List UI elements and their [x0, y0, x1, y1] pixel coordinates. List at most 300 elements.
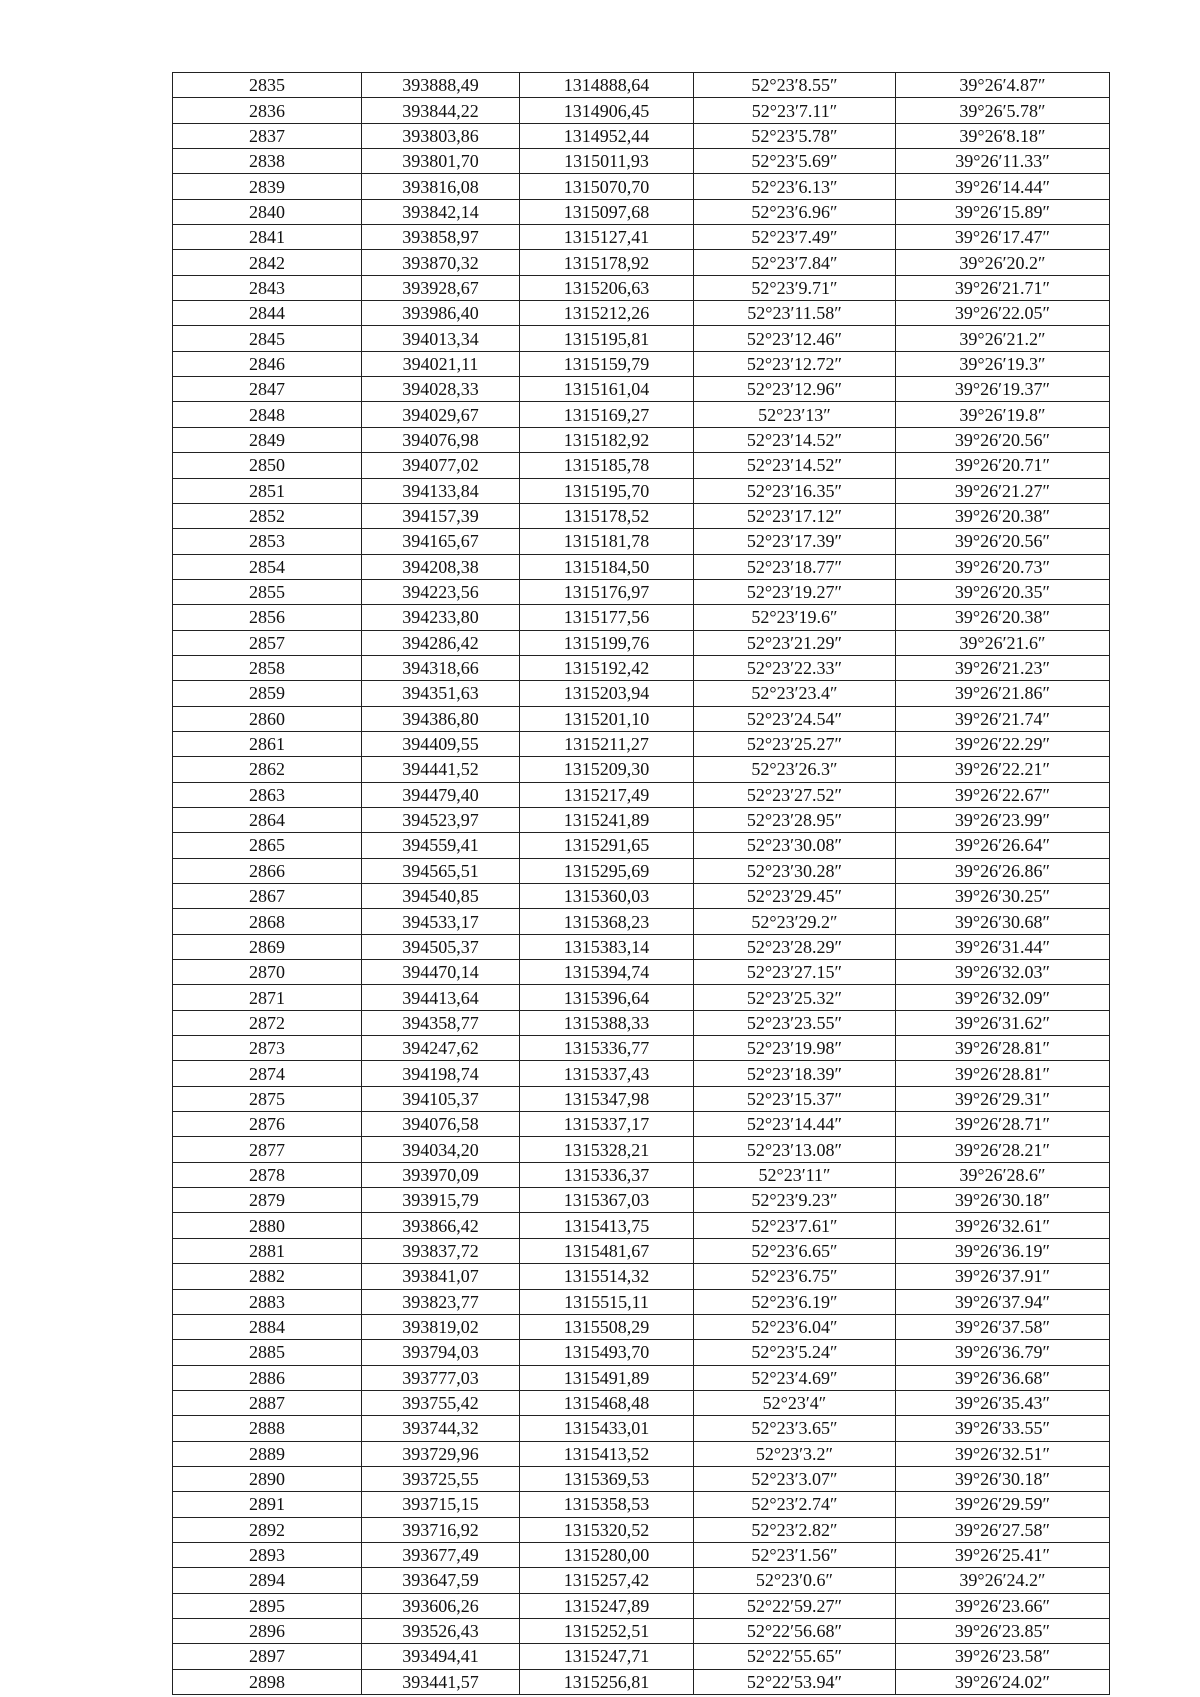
- x-coordinate-cell: 394076,98: [362, 427, 520, 452]
- y-coordinate-cell: 1315011,93: [520, 149, 694, 174]
- table-row: [173, 1264, 1110, 1289]
- x-coordinate-cell: 394105,37: [362, 1086, 520, 1111]
- table-row: [173, 757, 1110, 782]
- x-coordinate-cell: 393744,32: [362, 1416, 520, 1441]
- longitude-cell: 39°26′31.62″: [896, 1010, 1110, 1035]
- x-coordinate-cell: 393725,55: [362, 1466, 520, 1491]
- table-row: [173, 1593, 1110, 1618]
- point-number-cell: 2890: [173, 1466, 362, 1491]
- x-coordinate-cell: 394441,52: [362, 757, 520, 782]
- table-row: [173, 1618, 1110, 1643]
- latitude-cell: 52°23′27.15″: [694, 960, 896, 985]
- point-number-cell: 2875: [173, 1086, 362, 1111]
- x-coordinate-cell: 393803,86: [362, 123, 520, 148]
- longitude-cell: 39°26′37.58″: [896, 1314, 1110, 1339]
- table-row: [173, 706, 1110, 731]
- point-number-cell: 2876: [173, 1112, 362, 1137]
- y-coordinate-cell: 1315097,68: [520, 199, 694, 224]
- y-coordinate-cell: 1315181,78: [520, 529, 694, 554]
- y-coordinate-cell: 1315337,17: [520, 1112, 694, 1137]
- x-coordinate-cell: 394505,37: [362, 934, 520, 959]
- latitude-cell: 52°23′25.32″: [694, 985, 896, 1010]
- y-coordinate-cell: 1314906,45: [520, 98, 694, 123]
- longitude-cell: 39°26′14.44″: [896, 174, 1110, 199]
- point-number-cell: 2859: [173, 681, 362, 706]
- longitude-cell: 39°26′32.09″: [896, 985, 1110, 1010]
- longitude-cell: 39°26′19.3″: [896, 351, 1110, 376]
- point-number-cell: 2865: [173, 833, 362, 858]
- latitude-cell: 52°23′0.6″: [694, 1568, 896, 1593]
- table-row: [173, 123, 1110, 148]
- longitude-cell: 39°26′23.58″: [896, 1644, 1110, 1669]
- table-row: [173, 985, 1110, 1010]
- x-coordinate-cell: 394247,62: [362, 1036, 520, 1061]
- longitude-cell: 39°26′23.66″: [896, 1593, 1110, 1618]
- latitude-cell: 52°23′14.52″: [694, 453, 896, 478]
- table-row: [173, 782, 1110, 807]
- x-coordinate-cell: 394540,85: [362, 884, 520, 909]
- point-number-cell: 2892: [173, 1517, 362, 1542]
- x-coordinate-cell: 393715,15: [362, 1492, 520, 1517]
- latitude-cell: 52°23′9.71″: [694, 275, 896, 300]
- latitude-cell: 52°23′13.08″: [694, 1137, 896, 1162]
- x-coordinate-cell: 394358,77: [362, 1010, 520, 1035]
- latitude-cell: 52°23′5.24″: [694, 1340, 896, 1365]
- x-coordinate-cell: 394198,74: [362, 1061, 520, 1086]
- longitude-cell: 39°26′31.44″: [896, 934, 1110, 959]
- longitude-cell: 39°26′28.21″: [896, 1137, 1110, 1162]
- latitude-cell: 52°23′17.39″: [694, 529, 896, 554]
- table-row: [173, 1390, 1110, 1415]
- table-row: [173, 731, 1110, 756]
- point-number-cell: 2893: [173, 1542, 362, 1567]
- x-coordinate-cell: 393844,22: [362, 98, 520, 123]
- y-coordinate-cell: 1315320,52: [520, 1517, 694, 1542]
- point-number-cell: 2854: [173, 554, 362, 579]
- table-row: [173, 1162, 1110, 1187]
- latitude-cell: 52°23′6.75″: [694, 1264, 896, 1289]
- longitude-cell: 39°26′30.18″: [896, 1466, 1110, 1491]
- y-coordinate-cell: 1315070,70: [520, 174, 694, 199]
- point-number-cell: 2853: [173, 529, 362, 554]
- table-row: [173, 427, 1110, 452]
- latitude-cell: 52°23′28.29″: [694, 934, 896, 959]
- point-number-cell: 2844: [173, 301, 362, 326]
- latitude-cell: 52°23′23.55″: [694, 1010, 896, 1035]
- latitude-cell: 52°23′5.78″: [694, 123, 896, 148]
- x-coordinate-cell: 394470,14: [362, 960, 520, 985]
- longitude-cell: 39°26′28.6″: [896, 1162, 1110, 1187]
- latitude-cell: 52°23′25.27″: [694, 731, 896, 756]
- table-row: [173, 1112, 1110, 1137]
- latitude-cell: 52°23′8.55″: [694, 73, 896, 98]
- latitude-cell: 52°23′3.65″: [694, 1416, 896, 1441]
- point-number-cell: 2851: [173, 478, 362, 503]
- table-row: [173, 605, 1110, 630]
- y-coordinate-cell: 1315514,32: [520, 1264, 694, 1289]
- longitude-cell: 39°26′36.19″: [896, 1238, 1110, 1263]
- x-coordinate-cell: 394479,40: [362, 782, 520, 807]
- x-coordinate-cell: 394077,02: [362, 453, 520, 478]
- point-number-cell: 2889: [173, 1441, 362, 1466]
- y-coordinate-cell: 1315347,98: [520, 1086, 694, 1111]
- latitude-cell: 52°23′9.23″: [694, 1188, 896, 1213]
- y-coordinate-cell: 1315177,56: [520, 605, 694, 630]
- point-number-cell: 2885: [173, 1340, 362, 1365]
- x-coordinate-cell: 394133,84: [362, 478, 520, 503]
- y-coordinate-cell: 1315178,92: [520, 250, 694, 275]
- y-coordinate-cell: 1315368,23: [520, 909, 694, 934]
- table-row: [173, 326, 1110, 351]
- x-coordinate-cell: 393819,02: [362, 1314, 520, 1339]
- y-coordinate-cell: 1315182,92: [520, 427, 694, 452]
- point-number-cell: 2872: [173, 1010, 362, 1035]
- latitude-cell: 52°23′22.33″: [694, 655, 896, 680]
- table-row: [173, 1340, 1110, 1365]
- table-row: [173, 1137, 1110, 1162]
- y-coordinate-cell: 1315413,75: [520, 1213, 694, 1238]
- y-coordinate-cell: 1315211,27: [520, 731, 694, 756]
- longitude-cell: 39°26′37.94″: [896, 1289, 1110, 1314]
- table-row: [173, 149, 1110, 174]
- y-coordinate-cell: 1315396,64: [520, 985, 694, 1010]
- longitude-cell: 39°26′36.79″: [896, 1340, 1110, 1365]
- point-number-cell: 2891: [173, 1492, 362, 1517]
- coordinates-table-body: [173, 73, 1110, 1695]
- latitude-cell: 52°23′15.37″: [694, 1086, 896, 1111]
- longitude-cell: 39°26′26.86″: [896, 858, 1110, 883]
- table-row: [173, 453, 1110, 478]
- table-row: [173, 1517, 1110, 1542]
- x-coordinate-cell: 393677,49: [362, 1542, 520, 1567]
- table-row: [173, 1061, 1110, 1086]
- y-coordinate-cell: 1315413,52: [520, 1441, 694, 1466]
- longitude-cell: 39°26′32.51″: [896, 1441, 1110, 1466]
- latitude-cell: 52°23′12.72″: [694, 351, 896, 376]
- y-coordinate-cell: 1314888,64: [520, 73, 694, 98]
- point-number-cell: 2873: [173, 1036, 362, 1061]
- x-coordinate-cell: 394021,11: [362, 351, 520, 376]
- latitude-cell: 52°23′13″: [694, 402, 896, 427]
- longitude-cell: 39°26′22.21″: [896, 757, 1110, 782]
- longitude-cell: 39°26′21.86″: [896, 681, 1110, 706]
- table-row: [173, 402, 1110, 427]
- longitude-cell: 39°26′20.71″: [896, 453, 1110, 478]
- point-number-cell: 2858: [173, 655, 362, 680]
- x-coordinate-cell: 394386,80: [362, 706, 520, 731]
- latitude-cell: 52°23′14.52″: [694, 427, 896, 452]
- x-coordinate-cell: 393858,97: [362, 225, 520, 250]
- point-number-cell: 2894: [173, 1568, 362, 1593]
- point-number-cell: 2871: [173, 985, 362, 1010]
- x-coordinate-cell: 393841,07: [362, 1264, 520, 1289]
- y-coordinate-cell: 1315358,53: [520, 1492, 694, 1517]
- latitude-cell: 52°23′6.96″: [694, 199, 896, 224]
- y-coordinate-cell: 1315257,42: [520, 1568, 694, 1593]
- longitude-cell: 39°26′32.61″: [896, 1213, 1110, 1238]
- longitude-cell: 39°26′20.56″: [896, 529, 1110, 554]
- x-coordinate-cell: 394165,67: [362, 529, 520, 554]
- longitude-cell: 39°26′5.78″: [896, 98, 1110, 123]
- y-coordinate-cell: 1315360,03: [520, 884, 694, 909]
- table-row: [173, 1010, 1110, 1035]
- point-number-cell: 2895: [173, 1593, 362, 1618]
- point-number-cell: 2848: [173, 402, 362, 427]
- latitude-cell: 52°22′59.27″: [694, 1593, 896, 1618]
- table-row: [173, 1466, 1110, 1491]
- table-row: [173, 1669, 1110, 1694]
- point-number-cell: 2866: [173, 858, 362, 883]
- longitude-cell: 39°26′30.25″: [896, 884, 1110, 909]
- x-coordinate-cell: 393755,42: [362, 1390, 520, 1415]
- x-coordinate-cell: 393441,57: [362, 1669, 520, 1694]
- y-coordinate-cell: 1315161,04: [520, 377, 694, 402]
- y-coordinate-cell: 1315394,74: [520, 960, 694, 985]
- latitude-cell: 52°23′6.04″: [694, 1314, 896, 1339]
- longitude-cell: 39°26′29.59″: [896, 1492, 1110, 1517]
- x-coordinate-cell: 394034,20: [362, 1137, 520, 1162]
- x-coordinate-cell: 393970,09: [362, 1162, 520, 1187]
- point-number-cell: 2887: [173, 1390, 362, 1415]
- y-coordinate-cell: 1315209,30: [520, 757, 694, 782]
- table-row: [173, 630, 1110, 655]
- table-row: [173, 301, 1110, 326]
- latitude-cell: 52°23′1.56″: [694, 1542, 896, 1567]
- longitude-cell: 39°26′21.71″: [896, 275, 1110, 300]
- y-coordinate-cell: 1314952,44: [520, 123, 694, 148]
- y-coordinate-cell: 1315247,71: [520, 1644, 694, 1669]
- y-coordinate-cell: 1315195,70: [520, 478, 694, 503]
- y-coordinate-cell: 1315169,27: [520, 402, 694, 427]
- point-number-cell: 2874: [173, 1061, 362, 1086]
- longitude-cell: 39°26′25.41″: [896, 1542, 1110, 1567]
- y-coordinate-cell: 1315217,49: [520, 782, 694, 807]
- y-coordinate-cell: 1315468,48: [520, 1390, 694, 1415]
- latitude-cell: 52°23′12.46″: [694, 326, 896, 351]
- x-coordinate-cell: 394559,41: [362, 833, 520, 858]
- x-coordinate-cell: 393716,92: [362, 1517, 520, 1542]
- x-coordinate-cell: 393870,32: [362, 250, 520, 275]
- x-coordinate-cell: 394029,67: [362, 402, 520, 427]
- point-number-cell: 2864: [173, 807, 362, 832]
- x-coordinate-cell: 394351,63: [362, 681, 520, 706]
- point-number-cell: 2888: [173, 1416, 362, 1441]
- x-coordinate-cell: 393823,77: [362, 1289, 520, 1314]
- table-row: [173, 1086, 1110, 1111]
- longitude-cell: 39°26′19.37″: [896, 377, 1110, 402]
- point-number-cell: 2838: [173, 149, 362, 174]
- y-coordinate-cell: 1315508,29: [520, 1314, 694, 1339]
- latitude-cell: 52°23′7.61″: [694, 1213, 896, 1238]
- y-coordinate-cell: 1315184,50: [520, 554, 694, 579]
- table-row: [173, 655, 1110, 680]
- x-coordinate-cell: 394523,97: [362, 807, 520, 832]
- table-row: [173, 554, 1110, 579]
- table-row: [173, 1416, 1110, 1441]
- x-coordinate-cell: 393866,42: [362, 1213, 520, 1238]
- table-row: [173, 1492, 1110, 1517]
- table-row: [173, 73, 1110, 98]
- table-row: [173, 529, 1110, 554]
- x-coordinate-cell: 393888,49: [362, 73, 520, 98]
- longitude-cell: 39°26′4.87″: [896, 73, 1110, 98]
- x-coordinate-cell: 393986,40: [362, 301, 520, 326]
- longitude-cell: 39°26′19.8″: [896, 402, 1110, 427]
- y-coordinate-cell: 1315336,37: [520, 1162, 694, 1187]
- table-row: [173, 1644, 1110, 1669]
- longitude-cell: 39°26′21.27″: [896, 478, 1110, 503]
- longitude-cell: 39°26′11.33″: [896, 149, 1110, 174]
- y-coordinate-cell: 1315199,76: [520, 630, 694, 655]
- x-coordinate-cell: 393842,14: [362, 199, 520, 224]
- longitude-cell: 39°26′32.03″: [896, 960, 1110, 985]
- y-coordinate-cell: 1315481,67: [520, 1238, 694, 1263]
- latitude-cell: 52°23′6.19″: [694, 1289, 896, 1314]
- x-coordinate-cell: 394076,58: [362, 1112, 520, 1137]
- table-row: [173, 1542, 1110, 1567]
- y-coordinate-cell: 1315337,43: [520, 1061, 694, 1086]
- x-coordinate-cell: 394013,34: [362, 326, 520, 351]
- table-row: [173, 1568, 1110, 1593]
- y-coordinate-cell: 1315369,53: [520, 1466, 694, 1491]
- y-coordinate-cell: 1315159,79: [520, 351, 694, 376]
- x-coordinate-cell: 393837,72: [362, 1238, 520, 1263]
- table-row: [173, 1441, 1110, 1466]
- point-number-cell: 2886: [173, 1365, 362, 1390]
- table-row: [173, 225, 1110, 250]
- point-number-cell: 2849: [173, 427, 362, 452]
- longitude-cell: 39°26′20.73″: [896, 554, 1110, 579]
- latitude-cell: 52°23′21.29″: [694, 630, 896, 655]
- table-row: [173, 503, 1110, 528]
- table-row: [173, 1188, 1110, 1213]
- y-coordinate-cell: 1315491,89: [520, 1365, 694, 1390]
- point-number-cell: 2878: [173, 1162, 362, 1187]
- longitude-cell: 39°26′29.31″: [896, 1086, 1110, 1111]
- latitude-cell: 52°23′14.44″: [694, 1112, 896, 1137]
- longitude-cell: 39°26′21.23″: [896, 655, 1110, 680]
- coordinates-table: [172, 72, 1110, 1695]
- latitude-cell: 52°22′53.94″: [694, 1669, 896, 1694]
- longitude-cell: 39°26′23.85″: [896, 1618, 1110, 1643]
- table-row: [173, 478, 1110, 503]
- x-coordinate-cell: 393794,03: [362, 1340, 520, 1365]
- latitude-cell: 52°23′2.74″: [694, 1492, 896, 1517]
- longitude-cell: 39°26′35.43″: [896, 1390, 1110, 1415]
- latitude-cell: 52°23′4.69″: [694, 1365, 896, 1390]
- y-coordinate-cell: 1315178,52: [520, 503, 694, 528]
- latitude-cell: 52°23′7.49″: [694, 225, 896, 250]
- y-coordinate-cell: 1315195,81: [520, 326, 694, 351]
- x-coordinate-cell: 393816,08: [362, 174, 520, 199]
- latitude-cell: 52°23′7.11″: [694, 98, 896, 123]
- longitude-cell: 39°26′33.55″: [896, 1416, 1110, 1441]
- x-coordinate-cell: 394286,42: [362, 630, 520, 655]
- y-coordinate-cell: 1315252,51: [520, 1618, 694, 1643]
- longitude-cell: 39°26′28.81″: [896, 1036, 1110, 1061]
- x-coordinate-cell: 394208,38: [362, 554, 520, 579]
- longitude-cell: 39°26′20.56″: [896, 427, 1110, 452]
- x-coordinate-cell: 394318,66: [362, 655, 520, 680]
- x-coordinate-cell: 394028,33: [362, 377, 520, 402]
- table-row: [173, 250, 1110, 275]
- latitude-cell: 52°23′19.6″: [694, 605, 896, 630]
- point-number-cell: 2845: [173, 326, 362, 351]
- latitude-cell: 52°23′29.2″: [694, 909, 896, 934]
- point-number-cell: 2879: [173, 1188, 362, 1213]
- latitude-cell: 52°23′29.45″: [694, 884, 896, 909]
- x-coordinate-cell: 393801,70: [362, 149, 520, 174]
- latitude-cell: 52°23′27.52″: [694, 782, 896, 807]
- y-coordinate-cell: 1315336,77: [520, 1036, 694, 1061]
- table-row: [173, 960, 1110, 985]
- longitude-cell: 39°26′22.67″: [896, 782, 1110, 807]
- table-row: [173, 1238, 1110, 1263]
- latitude-cell: 52°23′24.54″: [694, 706, 896, 731]
- y-coordinate-cell: 1315280,00: [520, 1542, 694, 1567]
- longitude-cell: 39°26′8.18″: [896, 123, 1110, 148]
- x-coordinate-cell: 393526,43: [362, 1618, 520, 1643]
- x-coordinate-cell: 394413,64: [362, 985, 520, 1010]
- longitude-cell: 39°26′15.89″: [896, 199, 1110, 224]
- latitude-cell: 52°22′55.65″: [694, 1644, 896, 1669]
- longitude-cell: 39°26′20.35″: [896, 579, 1110, 604]
- point-number-cell: 2884: [173, 1314, 362, 1339]
- longitude-cell: 39°26′21.6″: [896, 630, 1110, 655]
- latitude-cell: 52°23′30.28″: [694, 858, 896, 883]
- table-row: [173, 934, 1110, 959]
- x-coordinate-cell: 393494,41: [362, 1644, 520, 1669]
- latitude-cell: 52°23′6.65″: [694, 1238, 896, 1263]
- latitude-cell: 52°23′17.12″: [694, 503, 896, 528]
- table-row: [173, 833, 1110, 858]
- y-coordinate-cell: 1315127,41: [520, 225, 694, 250]
- longitude-cell: 39°26′37.91″: [896, 1264, 1110, 1289]
- y-coordinate-cell: 1315367,03: [520, 1188, 694, 1213]
- point-number-cell: 2860: [173, 706, 362, 731]
- point-number-cell: 2881: [173, 1238, 362, 1263]
- longitude-cell: 39°26′22.05″: [896, 301, 1110, 326]
- point-number-cell: 2869: [173, 934, 362, 959]
- y-coordinate-cell: 1315247,89: [520, 1593, 694, 1618]
- longitude-cell: 39°26′22.29″: [896, 731, 1110, 756]
- table-row: [173, 351, 1110, 376]
- longitude-cell: 39°26′24.02″: [896, 1669, 1110, 1694]
- y-coordinate-cell: 1315212,26: [520, 301, 694, 326]
- point-number-cell: 2840: [173, 199, 362, 224]
- latitude-cell: 52°23′26.3″: [694, 757, 896, 782]
- point-number-cell: 2870: [173, 960, 362, 985]
- table-row: [173, 275, 1110, 300]
- table-row: [173, 1365, 1110, 1390]
- x-coordinate-cell: 393606,26: [362, 1593, 520, 1618]
- longitude-cell: 39°26′28.71″: [896, 1112, 1110, 1137]
- y-coordinate-cell: 1315192,42: [520, 655, 694, 680]
- point-number-cell: 2861: [173, 731, 362, 756]
- table-row: [173, 1289, 1110, 1314]
- x-coordinate-cell: 394157,39: [362, 503, 520, 528]
- table-row: [173, 807, 1110, 832]
- y-coordinate-cell: 1315206,63: [520, 275, 694, 300]
- table-row: [173, 98, 1110, 123]
- latitude-cell: 52°23′19.27″: [694, 579, 896, 604]
- longitude-cell: 39°26′17.47″: [896, 225, 1110, 250]
- x-coordinate-cell: 394223,56: [362, 579, 520, 604]
- y-coordinate-cell: 1315328,21: [520, 1137, 694, 1162]
- y-coordinate-cell: 1315201,10: [520, 706, 694, 731]
- latitude-cell: 52°23′12.96″: [694, 377, 896, 402]
- latitude-cell: 52°23′23.4″: [694, 681, 896, 706]
